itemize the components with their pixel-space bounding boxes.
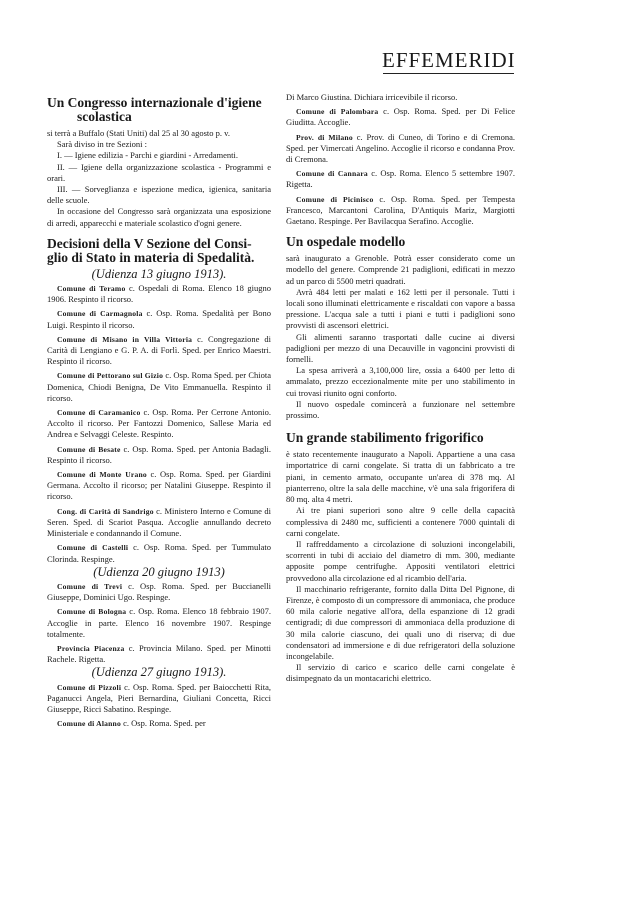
decision-entry [47,283,271,305]
entry-party: Comune di Cannara [296,169,368,179]
entry-text: c. Osp. Roma. Sped. per Di Felice Giuditta. Accoglie. [286,106,515,128]
decision-entry [47,606,271,640]
decision-entry [47,370,271,404]
decision-entry [47,718,271,729]
entry-party: Comune di Teramo [57,284,126,294]
entry-text: c. Ospedali di Roma. Elenco 18 giugno 1906. Respinto il ricorso. [47,283,271,305]
decision-entry [47,444,271,466]
hospital-paragraph: sarà inaugurato a Grenoble. Potrà esser considerato come un modello del genere. Comprende 21 padiglioni, edificati in mezzo ad un parco di 5500 metri quadrati. [286,253,515,286]
entry-party: Cong. di Carità di Sandrigo [57,506,154,516]
entry-text: c. Osp. Roma. Sped. per Giardini Germana. Accolto il ricorso; per Natalini Giuseppe. Respinto il ricorso. [47,469,271,502]
congress-section-2: II. — Igiene della organizzazione scolastica - Programmi e orari. [47,161,271,183]
entry-text: c. Osp. Roma. Sped. per [120,718,206,729]
entry-text: c. Prov. di Cuneo, di Torino e di Cremona. Sped. per Vimercati Angelino. Accoglie il ricorso e condanna Prov. di Cremona. [286,131,516,165]
entry-party: Comune di Alanno [57,719,121,729]
entry-text: c. Osp. Roma. Elenco 5 settembre 1907. Rigetta. [286,168,515,190]
congress-heading-line1: Un Congresso internazionale d'igiene [47,95,262,110]
entry-party: Prov. di Milano [296,132,353,142]
fridge-paragraph: Il raffreddamento a circolazione di soluzioni incongelabili, scorrenti in tubi di acciaio del diametro di mm. 300, mediante apposite pompe centrifughe. Appositi ventilatori elettrici provvedono alla circolazione ed al ricambio dell'aria. [286,538,515,583]
entry-party: Comune di Besate [57,444,121,454]
hearing-date: (Udienza 20 giugno 1913) [93,564,225,579]
decision-entry [47,407,271,441]
hospital-heading: Un ospedale modello [286,234,406,250]
fridge-paragraph: Il macchinario refrigerante, fornito dalla Ditta Del Pignone, di Firenze, è composto di un compressore di ammoniaca, che produce 60 mila calorie negative all'ora, della espanzione di 12 gradi centigradi; di due compressori di ammoniaca della produzione di 30 mila calorie ciascuno, dei quali uno di riserva; di due condensatori ad immersione e di due refrigeratori della soluzione incongelabile. [286,583,515,661]
hospital-paragraph: La spesa arriverà a 3,100,000 lire, ossia a 6400 per letto di ammalato, prezzo eccezionalmente mite per uno stabilimento in cui trovasi riunito ogni conforto. [286,365,515,398]
entry-text: c. Osp. Roma. Elenco 18 febbraio 1907. Accoglie in parte. Elenco 16 novembre 1907. Respinge totalmente. [47,606,271,639]
decision-entry [47,506,271,540]
left-column [47,92,271,729]
decision-entry [286,194,515,228]
congress-divisions: Sarà diviso in tre Sezioni : [57,139,147,150]
decision-entry [286,168,515,190]
continued-entry: Di Marco Giustina. Dichiara irricevibile il ricorso. [286,92,458,102]
entry-party: Comune di Caramanico [57,408,141,418]
entry-party: Comune di Picinisco [296,194,374,204]
hospital-paragraph: Avrà 484 letti per malati e 162 letti per il personale. Tutti i locali sono illuminati elettricamente e riscaldati con vapore a bassa pressione. L'acqua sale a tutti i piani e tutti i padiglioni sono provvisti di ascensori elettrici. [286,286,515,331]
decision-entry [286,132,515,166]
decision-entry [47,643,271,665]
fridge-paragraph: Ai tre piani superiori sono altre 9 celle della capacità complessiva di 2480 mc, sufficienti a contenere 7000 quintali di carni congelate. [286,505,515,538]
congress-exhibition: In occasione del Congresso sarà organizzata una esposizione di arredi, apparecchi e materiale scolastico d'ogni genere. [47,206,271,228]
fridge-paragraph: Il servizio di carico e scarico delle carni congelate è disimpegnato da un montacarichi elettrico. [286,662,515,684]
entry-text: c. Congregazione di Carità di Lengiano e G. P. A. di Forlì. Sped. per Enrico Maestri. Respinto il ricorso. [47,333,271,367]
hearing-date: (Udienza 27 giugno 1913). [91,665,227,680]
entry-text: c. Osp. Roma Sped. per Chiota Domenica, Chiodi Benigna, De Vito Emmanuella. Respinto il ricorso. [47,370,271,403]
entry-text: c. Osp. Roma. Sped. per Buccianelli Giuseppe, Dominici Ugo. Respinge. [47,580,271,603]
fridge-paragraph: è stato recentemente inaugurato a Napoli. Appartiene a una casa importatrice di carni congelate. Si tratta di un fabbricato a tre piani, in cemento armato, occupante un'area di 378 mq. Al pianterreno, oltre la sala delle macchine, v'è una sala frigorifera di 80 mq. alta 4 metri. [286,449,515,505]
decision-entry [47,542,271,564]
entry-text: c. Osp. Roma. Spedalità per Bono Luigi. Respinto il ricorso. [47,308,271,330]
entry-party: Provincia Piacenza [57,643,125,653]
entry-party: Comune di Monte Urano [57,470,147,480]
decisions-heading [47,237,271,265]
entry-text: c. Osp. Roma. Sped. per Antonia Badagli. Respinto il ricorso. [47,443,271,465]
decision-entry [47,682,271,716]
entry-party: Comune di Pizzoli [57,682,122,692]
hospital-paragraph: Gli alimenti saranno trasportati dalle cucine ai diversi padiglioni per mezzo di una Decauville in vagoncini provvisti di fornelli. [286,331,515,365]
entry-party: Comune di Carmagnola [57,309,143,319]
congress-intro: si terrà a Buffalo (Stati Uniti) dal 25 al 30 agosto p. v. [47,128,230,138]
entry-party: Comune di Trevi [57,581,123,591]
entry-party: Comune di Bologna [57,607,127,617]
entry-party: Comune di Castelli [57,543,129,553]
decision-entry [286,106,515,128]
entry-party: Comune di Palombara [296,107,379,117]
running-header: EFFEMERIDI [382,48,516,72]
congress-heading-line2: scolastica [77,109,132,124]
decision-entry [47,469,271,503]
decisions-heading-line2: glio di Stato in materia di Spedalità. [47,249,255,265]
decision-entry [47,334,271,368]
entry-text: c. Ministero Interno e Comune di Seren. Sped. di Scariot Pasqua. Accoglie annullando decreto Ministeriale e condannando il Comune. [47,505,271,539]
hospital-paragraph: Il nuovo ospedale comincerà a funzionare nel settembre prossimo. [286,398,515,421]
header-rule [383,73,514,74]
entry-party: Comune di Pettorano sul Gizio [57,371,164,381]
congress-heading [47,96,271,124]
entry-text: c. Osp. Roma. Sped. per Baiocchetti Rita, Paganucci Angela, Pieri Bernardina, Giuliani Concetta, Ricci Giuseppe, Ricci Sabatino. Respinge. [47,681,271,714]
entry-text: c. Osp. Roma. Sped. per Tempesta Francesco, Marcantoni Carolina, D'Antiquis Mariz, Margiotti Gaetano. Respinge. Per Bavilacqua Serafino. Accoglie. [286,193,515,227]
entry-text: c. Osp. Roma. Sped. per Tummulato Clorinda. Respinge. [47,542,271,564]
congress-section-3: III. — Sorveglianza e ispezione medica, igienica, sanitaria delle scuole. [47,184,271,206]
entry-text: c. Provincia Milano. Sped. per Minotti Rachele. Rigetta. [47,642,271,665]
fridge-heading: Un grande stabilimento frigorifico [286,430,484,446]
entry-text: c. Osp. Roma. Per Cerrone Antonio. Accolto il ricorso. Per Fantozzi Domenico, Sallese Maria ed Andrea e Selvaggi Celeste. Respinto. [47,407,271,440]
decision-entry [47,308,271,330]
decision-entry [47,581,271,603]
right-column [286,92,515,685]
hearing-date: (Udienza 13 giugno 1913). [91,266,227,281]
entry-party: Comune di Misano in Villa Vittoria [57,334,193,344]
congress-section-1: I. — Igiene edilizia - Parchi e giardini - Arredamenti. [57,150,239,161]
decisions-heading-line1: Decisioni della V Sezione del Consi- [47,235,252,251]
